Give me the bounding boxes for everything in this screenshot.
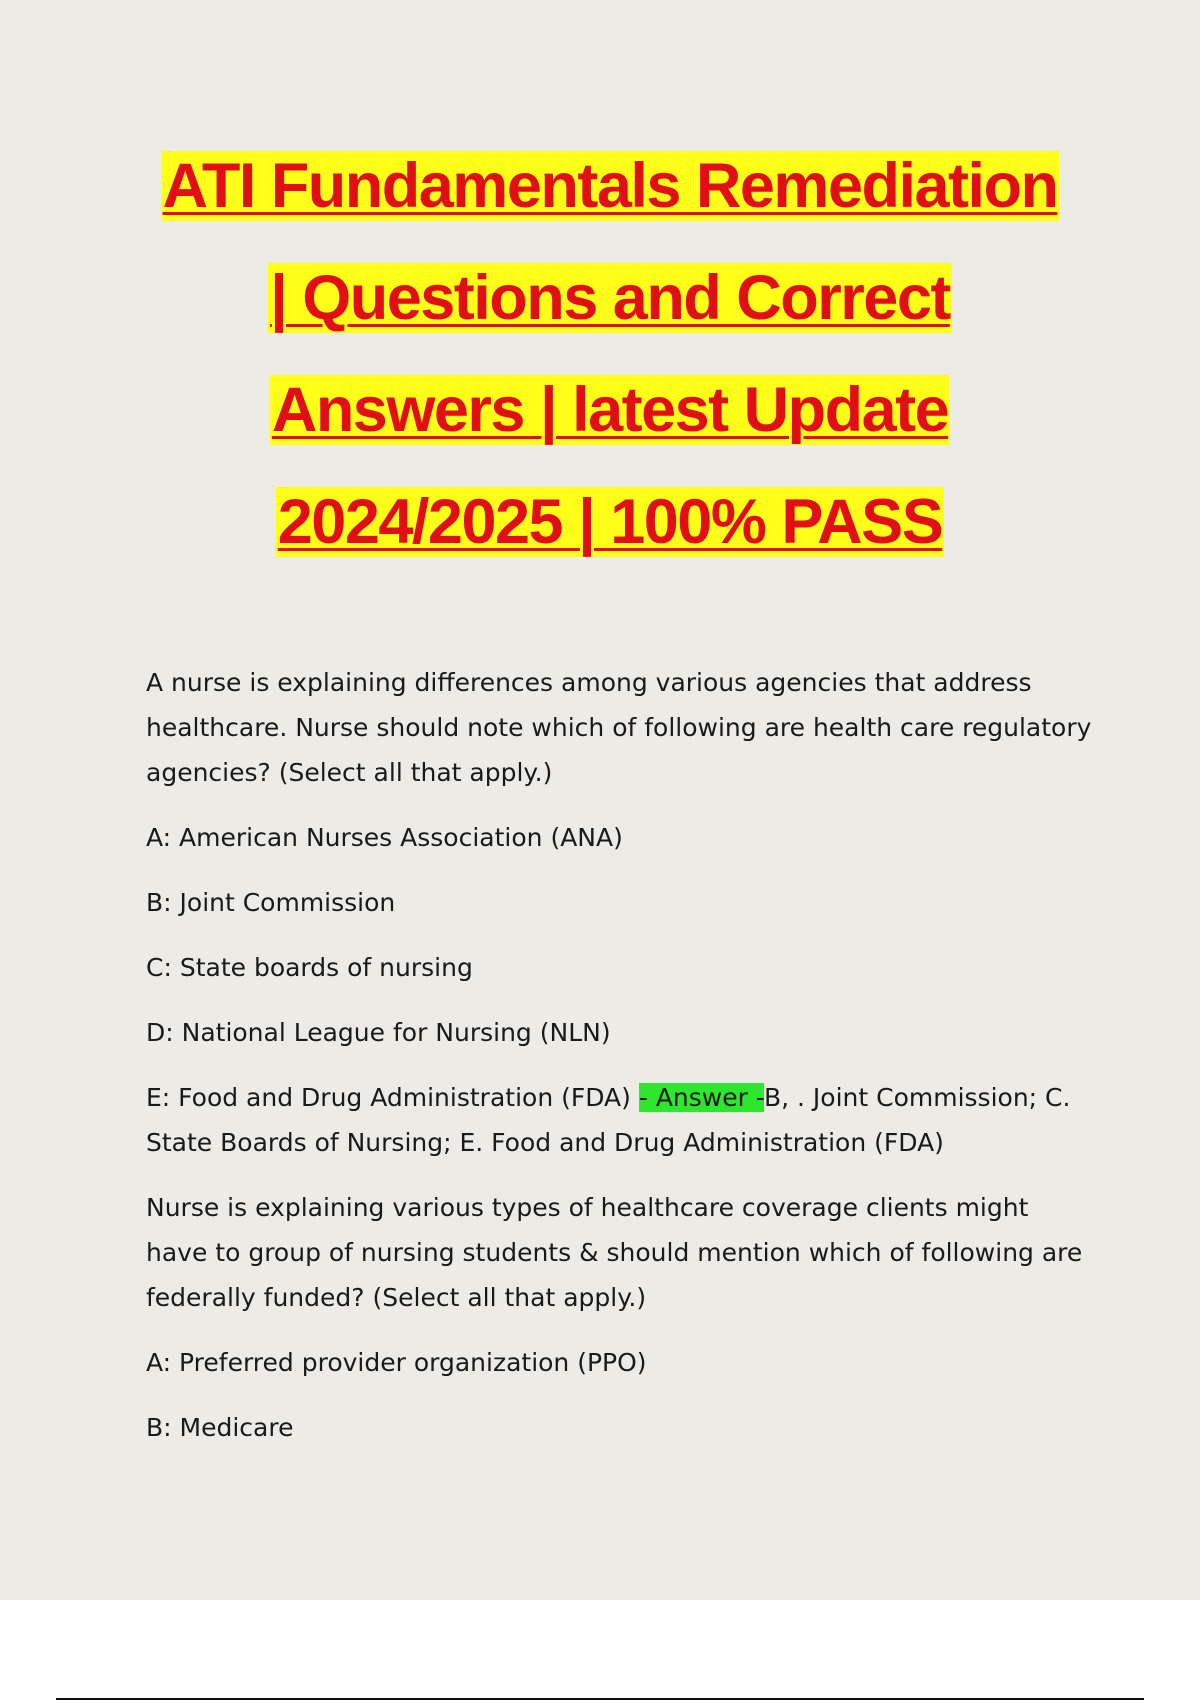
question-1-option-e: E: Food and Drug Administration (FDA)	[146, 1083, 639, 1112]
title-line-1: ATI Fundamentals Remediation	[162, 151, 1058, 221]
question-1-option-e-with-answer	[146, 1075, 1096, 1165]
document-body	[146, 660, 1096, 1470]
question-1-option-b: B: Joint Commission	[146, 888, 396, 917]
title-line-3: Answers | latest Update	[271, 375, 949, 445]
title-line-2: | Questions and Correct	[270, 263, 950, 333]
question-1-option-c: C: State boards of nursing	[146, 953, 473, 982]
question-1-option-a: A: American Nurses Association (ANA)	[146, 823, 623, 852]
question-2-option-a: A: Preferred provider organization (PPO)	[146, 1348, 647, 1377]
title-line-4: 2024/2025 | 100% PASS	[277, 487, 943, 557]
answer-marker: - Answer -	[638, 1083, 764, 1112]
question-1-text: A nurse is explaining differences among various agencies that address healthcare. Nurse should note which of following are health care regulatory agencies? (Select all that apply.)	[146, 668, 1092, 787]
question-2-option-b: B: Medicare	[146, 1413, 294, 1442]
question-1-option-d: D: National League for Nursing (NLN)	[146, 1018, 611, 1047]
document-title	[130, 130, 1090, 578]
question-2-text: Nurse is explaining various types of healthcare coverage clients might have to group of nursing students & should mention which of following are federally funded? (Select all that apply.)	[146, 1193, 1083, 1312]
question-1-answer: B, . Joint Commission; C. State Boards of Nursing; E. Food and Drug Administration (FDA)	[146, 1083, 1071, 1157]
